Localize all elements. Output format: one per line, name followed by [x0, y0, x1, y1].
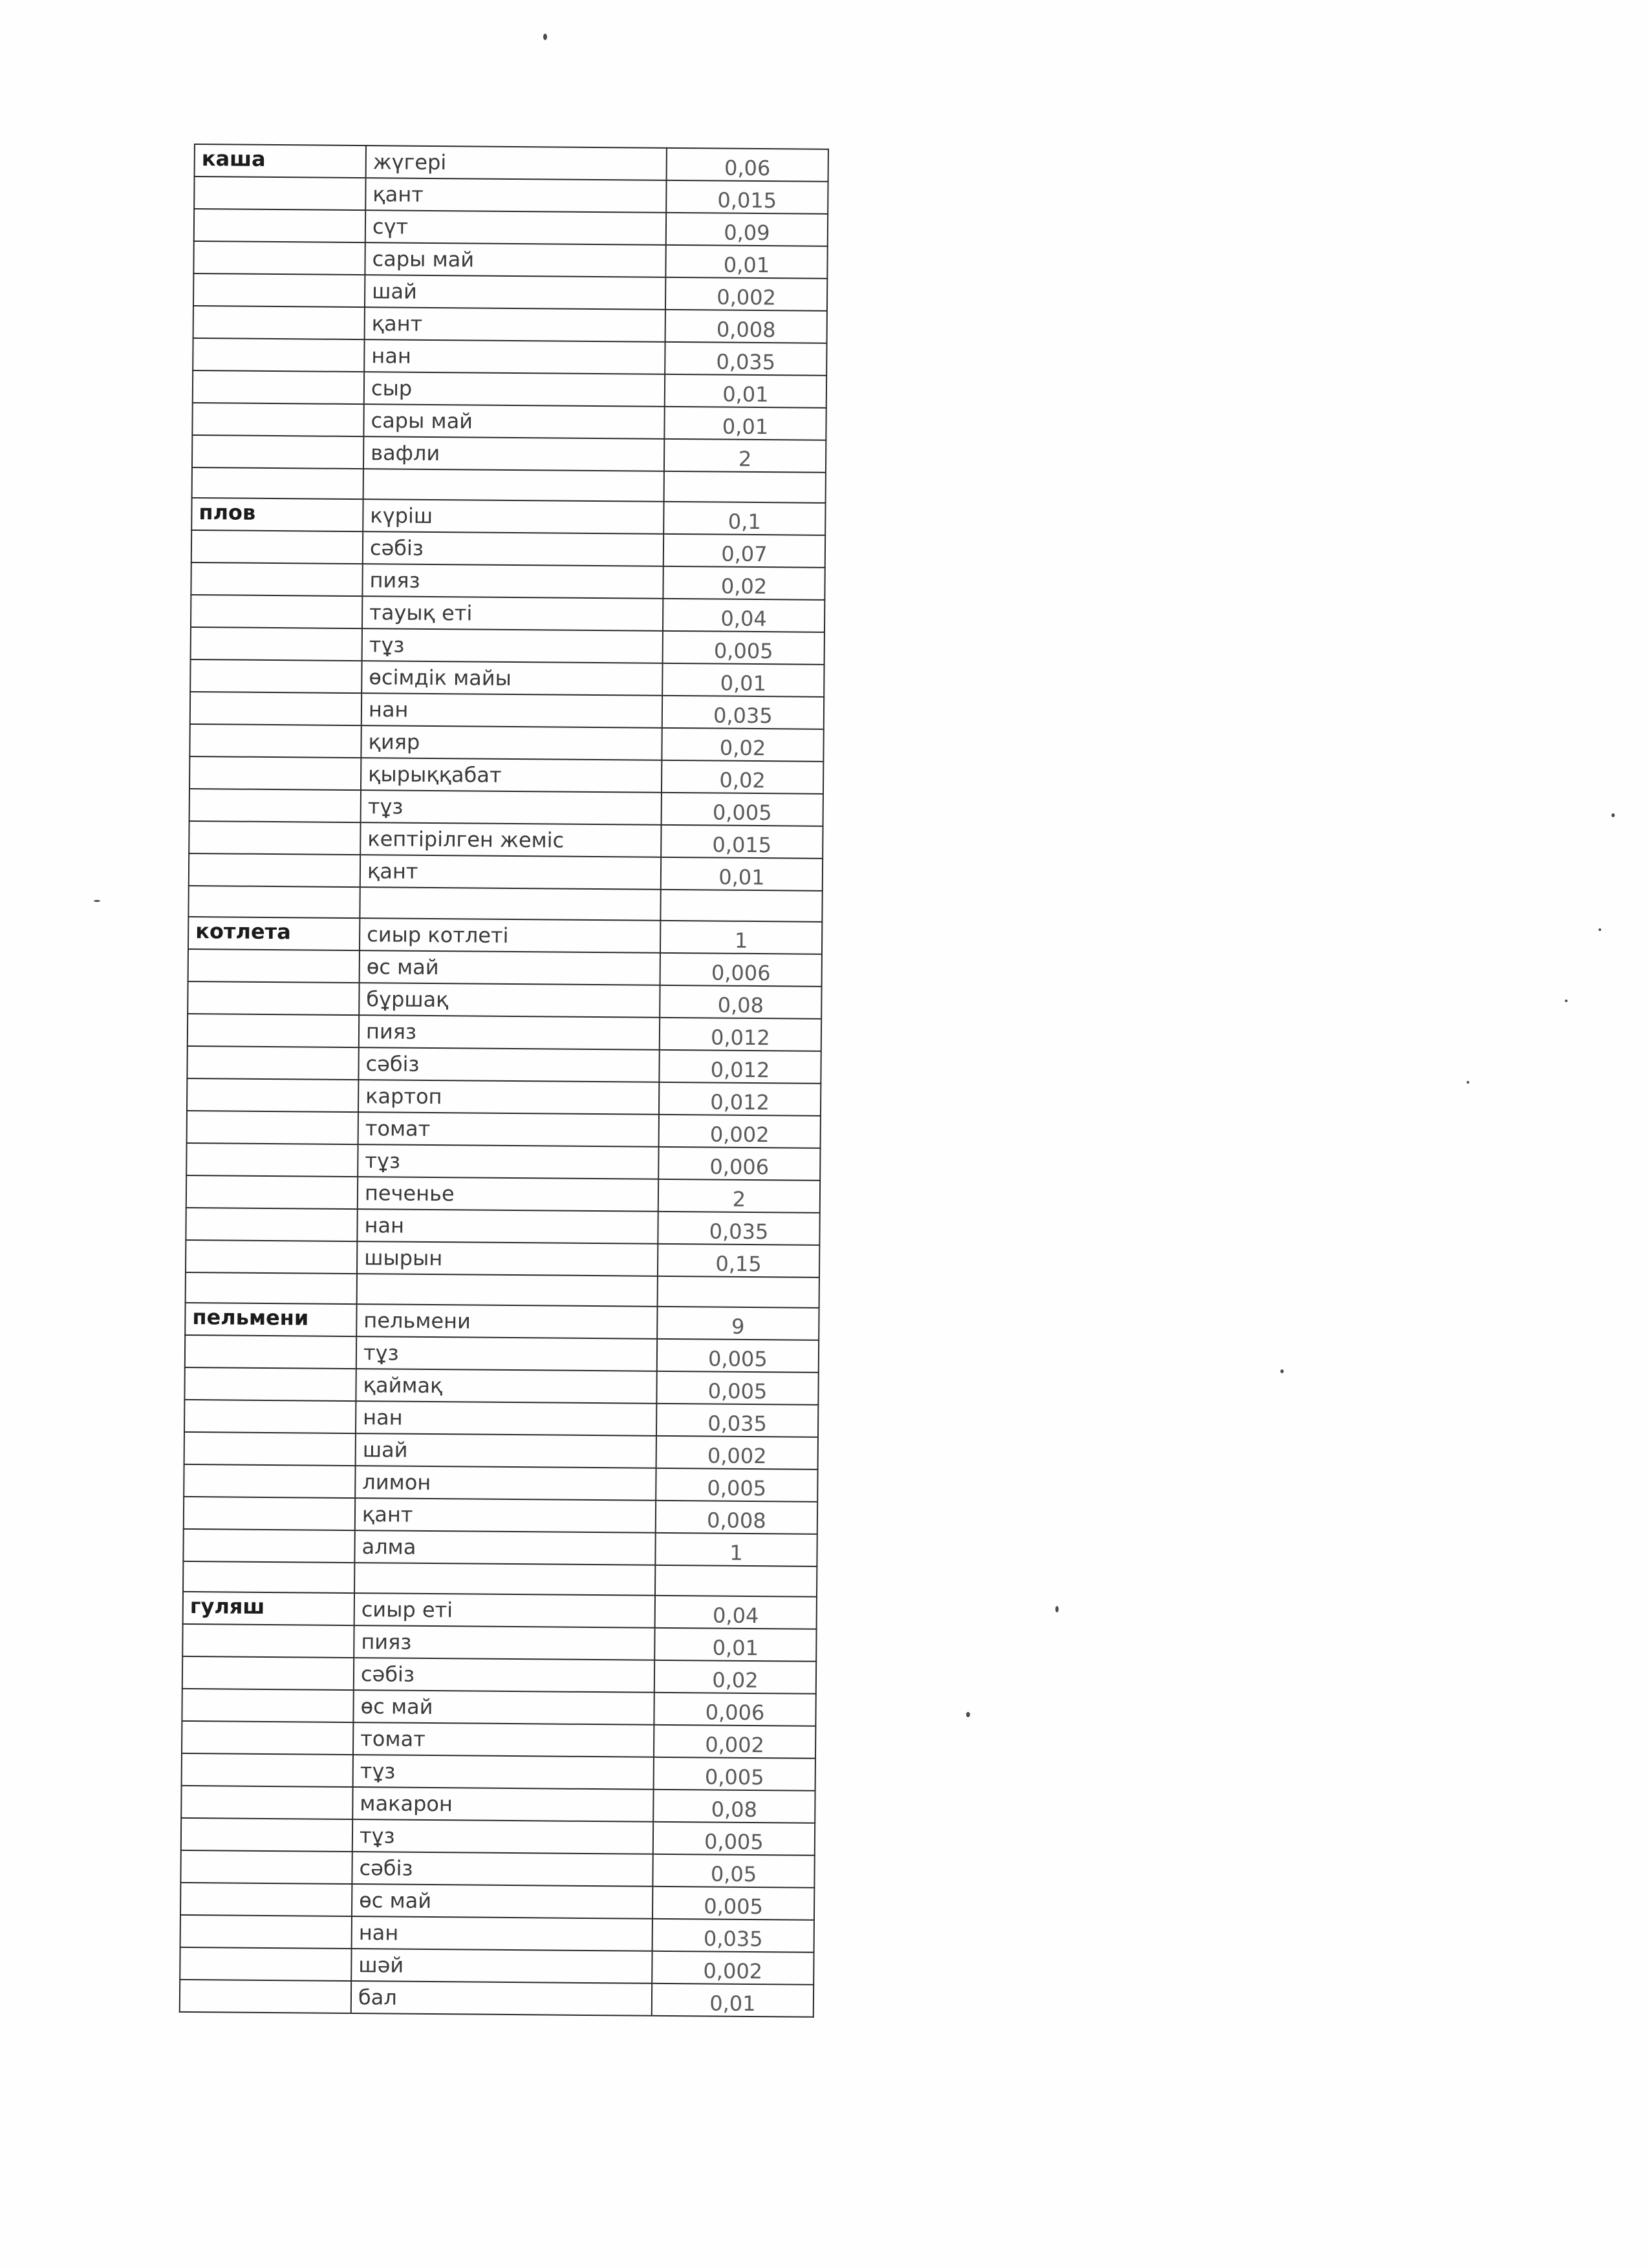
ingredient-cell: кептірілген жеміс [360, 822, 661, 857]
quantity-cell [658, 1276, 819, 1307]
quantity-cell: 0,1 [663, 502, 825, 535]
ingredient-cell: өс май [360, 950, 660, 985]
ingredient-cell: пияз [362, 564, 663, 599]
dish-cell [191, 562, 362, 596]
ingredient-cell: күріш [363, 499, 663, 534]
table-row [189, 756, 823, 794]
dish-cell [190, 659, 361, 693]
table-row [190, 659, 824, 697]
table-row [193, 241, 827, 279]
dish-cell [181, 1786, 352, 1819]
table-row [183, 1592, 817, 1629]
quantity-cell: 0,012 [659, 1049, 821, 1083]
quantity-cell: 0,005 [654, 1757, 815, 1791]
table-row [187, 1046, 821, 1084]
dish-cell [186, 1143, 358, 1177]
ingredient-cell: шырын [357, 1241, 658, 1276]
scan-speck [966, 1712, 970, 1717]
ingredient-cell: сары май [363, 404, 664, 439]
ingredient-cell: жүгері [366, 145, 667, 180]
quantity-cell: 0,02 [662, 760, 823, 794]
dish-cell [180, 1850, 352, 1884]
table-row [191, 562, 824, 600]
dish-cell [184, 1400, 356, 1433]
table-row [182, 1689, 815, 1726]
dish-cell [186, 1272, 357, 1304]
dish-cell [182, 1624, 354, 1658]
ingredient-cell: қаймақ [356, 1369, 656, 1404]
dish-cell [182, 1656, 354, 1690]
dish-cell [187, 1046, 358, 1080]
ingredient-cell: тұз [358, 1144, 658, 1179]
table-row [193, 338, 826, 376]
table-row [192, 435, 826, 473]
dish-cell [189, 756, 361, 790]
table-row [193, 370, 826, 408]
scan-speck [1467, 1081, 1469, 1084]
table-row [182, 1624, 816, 1662]
ingredient-cell: қияр [361, 725, 662, 760]
dish-cell [190, 692, 361, 725]
quantity-cell: 0,006 [654, 1693, 815, 1726]
dish-cell [192, 403, 363, 436]
dish-cell [185, 1335, 356, 1369]
table-row [193, 306, 827, 343]
table-row [180, 1915, 814, 1952]
table-row [184, 1367, 818, 1405]
quantity-cell: 0,035 [652, 1919, 814, 1952]
ingredient-cell: сәбіз [352, 1852, 652, 1887]
table-row [180, 1980, 814, 2017]
quantity-cell: 1 [660, 920, 822, 954]
ingredient-cell: пияз [359, 1015, 660, 1050]
table-row [182, 1656, 816, 1694]
dish-cell [183, 1561, 354, 1593]
ingredient-cell: нан [364, 339, 665, 374]
dish-cell [194, 209, 365, 242]
dish-cell [183, 1529, 354, 1563]
table-row [188, 949, 822, 987]
table-row [194, 177, 828, 214]
quantity-cell: 2 [658, 1179, 820, 1212]
dish-cell [186, 1240, 357, 1274]
table-row [189, 724, 823, 762]
table-row [187, 1111, 821, 1148]
dish-cell [180, 1980, 351, 2013]
dish-cell [182, 1753, 353, 1787]
table-row [181, 1818, 815, 1856]
table-row [188, 1014, 821, 1051]
quantity-cell: 0,01 [665, 245, 827, 279]
quantity-cell: 0,01 [654, 1628, 816, 1662]
ingredient-cell: вафли [363, 436, 664, 471]
table-row [192, 467, 826, 503]
quantity-cell: 0,008 [665, 310, 827, 343]
table-row [188, 886, 822, 921]
quantity-cell: 0,06 [667, 148, 828, 182]
table-row [188, 917, 822, 954]
table-row [189, 853, 823, 891]
quantity-cell: 1 [655, 1533, 817, 1567]
quantity-cell: 0,006 [658, 1146, 820, 1180]
quantity-cell: 0,012 [660, 1017, 821, 1051]
dish-cell [184, 1497, 355, 1530]
table-row [190, 692, 824, 729]
table-row [180, 1850, 814, 1888]
quantity-cell: 0,08 [653, 1790, 815, 1823]
dish-cell: плов [191, 498, 363, 531]
ingredient-cell: қант [365, 307, 665, 342]
quantity-cell: 9 [657, 1307, 819, 1340]
ingredient-cell: лимон [355, 1466, 656, 1501]
dish-cell [191, 595, 362, 628]
ingredient-cell: сары май [365, 242, 665, 277]
quantity-cell: 0,02 [663, 566, 824, 600]
dish-cell [184, 1464, 355, 1498]
dish-cell [193, 338, 364, 372]
scan-speck [1565, 1000, 1568, 1002]
quantity-cell [655, 1565, 817, 1597]
table-row [189, 821, 823, 859]
table-row [191, 627, 824, 665]
ingredient-cell: тауық еті [362, 596, 663, 631]
dish-cell [192, 467, 363, 499]
table-row [182, 1753, 815, 1791]
dish-cell [194, 177, 365, 210]
scan-speck [1599, 928, 1601, 931]
ingredient-cell: макарон [352, 1787, 653, 1822]
table-row [188, 981, 821, 1019]
quantity-cell: 0,01 [661, 857, 823, 891]
quantity-cell: 0,005 [652, 1887, 814, 1920]
quantity-cell: 0,005 [657, 1339, 819, 1373]
dish-cell [187, 1111, 358, 1144]
ingredient-cell [360, 887, 660, 920]
dish-cell [193, 370, 364, 404]
dish-cell [180, 1947, 351, 1981]
ingredient-cell: пияз [354, 1625, 654, 1660]
table-row [194, 209, 828, 246]
quantity-cell: 0,05 [652, 1854, 814, 1888]
quantity-cell: 0,002 [659, 1114, 821, 1148]
ingredient-cell: өс май [353, 1690, 654, 1725]
ingredient-cell: бал [351, 1981, 652, 2016]
dish-cell [189, 821, 360, 855]
ingredient-cell: томат [358, 1112, 659, 1147]
ingredient-cell: пельмени [356, 1304, 657, 1339]
table-row [193, 273, 827, 311]
dish-cell [193, 273, 365, 307]
dish-cell [189, 789, 361, 822]
table-row [186, 1175, 820, 1213]
table-row [184, 1432, 818, 1470]
quantity-cell: 2 [664, 439, 826, 473]
dish-cell [188, 886, 360, 917]
quantity-cell: 0,002 [665, 277, 827, 311]
quantity-cell: 0,006 [660, 952, 822, 986]
ingredient-cell: томат [353, 1722, 654, 1757]
dish-cell [182, 1689, 353, 1722]
ingredient-cell: тұз [352, 1819, 653, 1854]
dish-cell [193, 241, 365, 275]
quantity-cell: 0,035 [665, 342, 826, 376]
ingredient-cell: нан [357, 1209, 658, 1244]
quantity-cell: 0,035 [658, 1211, 819, 1245]
ingredient-cell: қант [355, 1498, 656, 1533]
quantity-cell [660, 890, 822, 921]
dish-cell [181, 1818, 352, 1852]
table-row [187, 1078, 821, 1116]
table-row [183, 1561, 817, 1597]
scan-speck [94, 900, 100, 902]
table-row [182, 1721, 815, 1759]
quantity-cell: 0,002 [654, 1725, 815, 1759]
quantity-cell: 0,02 [662, 728, 823, 762]
dish-cell [189, 853, 360, 887]
scan-speck [543, 34, 547, 40]
ingredient-cell: өсімдік майы [361, 661, 662, 696]
dish-cell [189, 724, 361, 758]
ingredient-cell [363, 469, 664, 502]
table-row [191, 595, 824, 632]
ingredient-cell: сәбіз [363, 531, 663, 566]
table-row [191, 498, 825, 535]
dish-cell [184, 1432, 356, 1466]
quantity-cell: 0,01 [662, 663, 824, 697]
dish-cell [191, 530, 363, 564]
ingredient-cell: бұршақ [359, 983, 660, 1018]
quantity-cell: 0,01 [665, 374, 826, 408]
quantity-cell: 0,008 [656, 1501, 817, 1534]
dish-cell [180, 1883, 352, 1916]
table-row [185, 1303, 819, 1340]
ingredient-cell: тұз [361, 790, 662, 825]
quantity-cell: 0,005 [656, 1371, 818, 1405]
ingredient-cell: картоп [358, 1080, 659, 1115]
quantity-cell: 0,002 [656, 1436, 818, 1470]
quantity-cell: 0,015 [661, 825, 823, 859]
ingredient-cell [357, 1274, 658, 1307]
quantity-cell [664, 471, 826, 503]
dish-cell [186, 1208, 357, 1241]
ingredient-cell: сүт [365, 210, 666, 245]
quantity-cell: 0,15 [658, 1243, 819, 1277]
quantity-cell: 0,04 [663, 599, 824, 632]
ingredient-cell: сиыр еті [354, 1593, 655, 1628]
table-row [183, 1529, 817, 1567]
scan-speck [1611, 813, 1615, 817]
quantity-cell: 0,012 [659, 1082, 821, 1115]
table-row [191, 530, 825, 568]
quantity-cell: 0,07 [663, 534, 825, 568]
quantity-cell: 0,005 [663, 631, 824, 665]
ingredient-cell: қырыққабат [361, 758, 662, 793]
table-row [186, 1143, 820, 1181]
ingredient-cell: тұз [362, 628, 663, 663]
table-row [181, 1786, 815, 1823]
ingredient-cell: қант [360, 855, 661, 890]
table-row [184, 1464, 817, 1502]
table-row [195, 144, 828, 182]
quantity-cell: 0,04 [655, 1596, 817, 1629]
table-row [186, 1240, 819, 1278]
dish-cell: каша [195, 144, 366, 178]
table-row [180, 1883, 814, 1920]
table-row [189, 789, 823, 826]
quantity-cell: 0,01 [652, 1984, 814, 2017]
dish-cell [191, 627, 362, 661]
quantity-cell: 0,005 [656, 1468, 817, 1502]
ingredient-cell: сәбіз [358, 1047, 659, 1082]
ingredient-cell: нан [361, 693, 662, 728]
quantity-cell: 0,02 [654, 1660, 816, 1694]
quantity-cell: 0,015 [666, 180, 828, 214]
ingredient-cell: нан [352, 1916, 652, 1951]
dish-cell [188, 1014, 359, 1047]
ingredient-cell: қант [365, 178, 666, 213]
ingredient-cell: тұз [356, 1336, 657, 1371]
dish-cell [188, 949, 360, 983]
quantity-cell: 0,005 [653, 1822, 815, 1856]
quantity-cell: 0,08 [660, 985, 821, 1018]
quantity-cell: 0,005 [662, 793, 823, 826]
table-row [180, 1947, 814, 1985]
quantity-cell: 0,01 [664, 407, 826, 440]
ingredient-cell: тұз [353, 1755, 654, 1790]
ingredient-cell: алма [354, 1530, 655, 1565]
dish-cell [193, 306, 365, 339]
dish-cell [184, 1367, 356, 1401]
ingredient-cell: шәй [351, 1949, 652, 1984]
quantity-cell: 0,002 [652, 1951, 814, 1985]
menu-table-wrapper [179, 144, 829, 2018]
scan-speck [1280, 1369, 1284, 1373]
ingredient-cell: сиыр котлеті [360, 918, 660, 953]
table-row [186, 1208, 819, 1245]
dish-cell [186, 1175, 358, 1209]
dish-cell: котлета [188, 917, 360, 950]
dish-cell [188, 981, 359, 1015]
ingredient-cell: шай [356, 1433, 656, 1468]
menu-table [179, 144, 829, 2018]
ingredient-cell: өс май [352, 1884, 652, 1919]
ingredient-cell: сыр [364, 372, 665, 407]
ingredient-cell: печенье [358, 1177, 658, 1212]
table-row [185, 1335, 819, 1373]
table-row [184, 1400, 818, 1437]
scan-speck [1055, 1606, 1059, 1612]
table-row [192, 403, 826, 440]
table-row [184, 1497, 817, 1534]
table-row [186, 1272, 819, 1308]
dish-cell [180, 1915, 352, 1949]
dish-cell: пельмени [185, 1303, 356, 1336]
dish-cell [192, 435, 363, 469]
dish-cell [187, 1078, 358, 1112]
ingredient-cell: сәбіз [354, 1658, 654, 1693]
ingredient-cell: шай [365, 275, 665, 310]
ingredient-cell [354, 1563, 655, 1596]
quantity-cell: 0,035 [662, 696, 824, 729]
dish-cell [182, 1721, 353, 1755]
quantity-cell: 0,09 [666, 213, 828, 246]
ingredient-cell: нан [356, 1401, 656, 1436]
menu-table-body [180, 144, 828, 2017]
dish-cell: гуляш [183, 1592, 354, 1625]
quantity-cell: 0,035 [656, 1404, 818, 1437]
